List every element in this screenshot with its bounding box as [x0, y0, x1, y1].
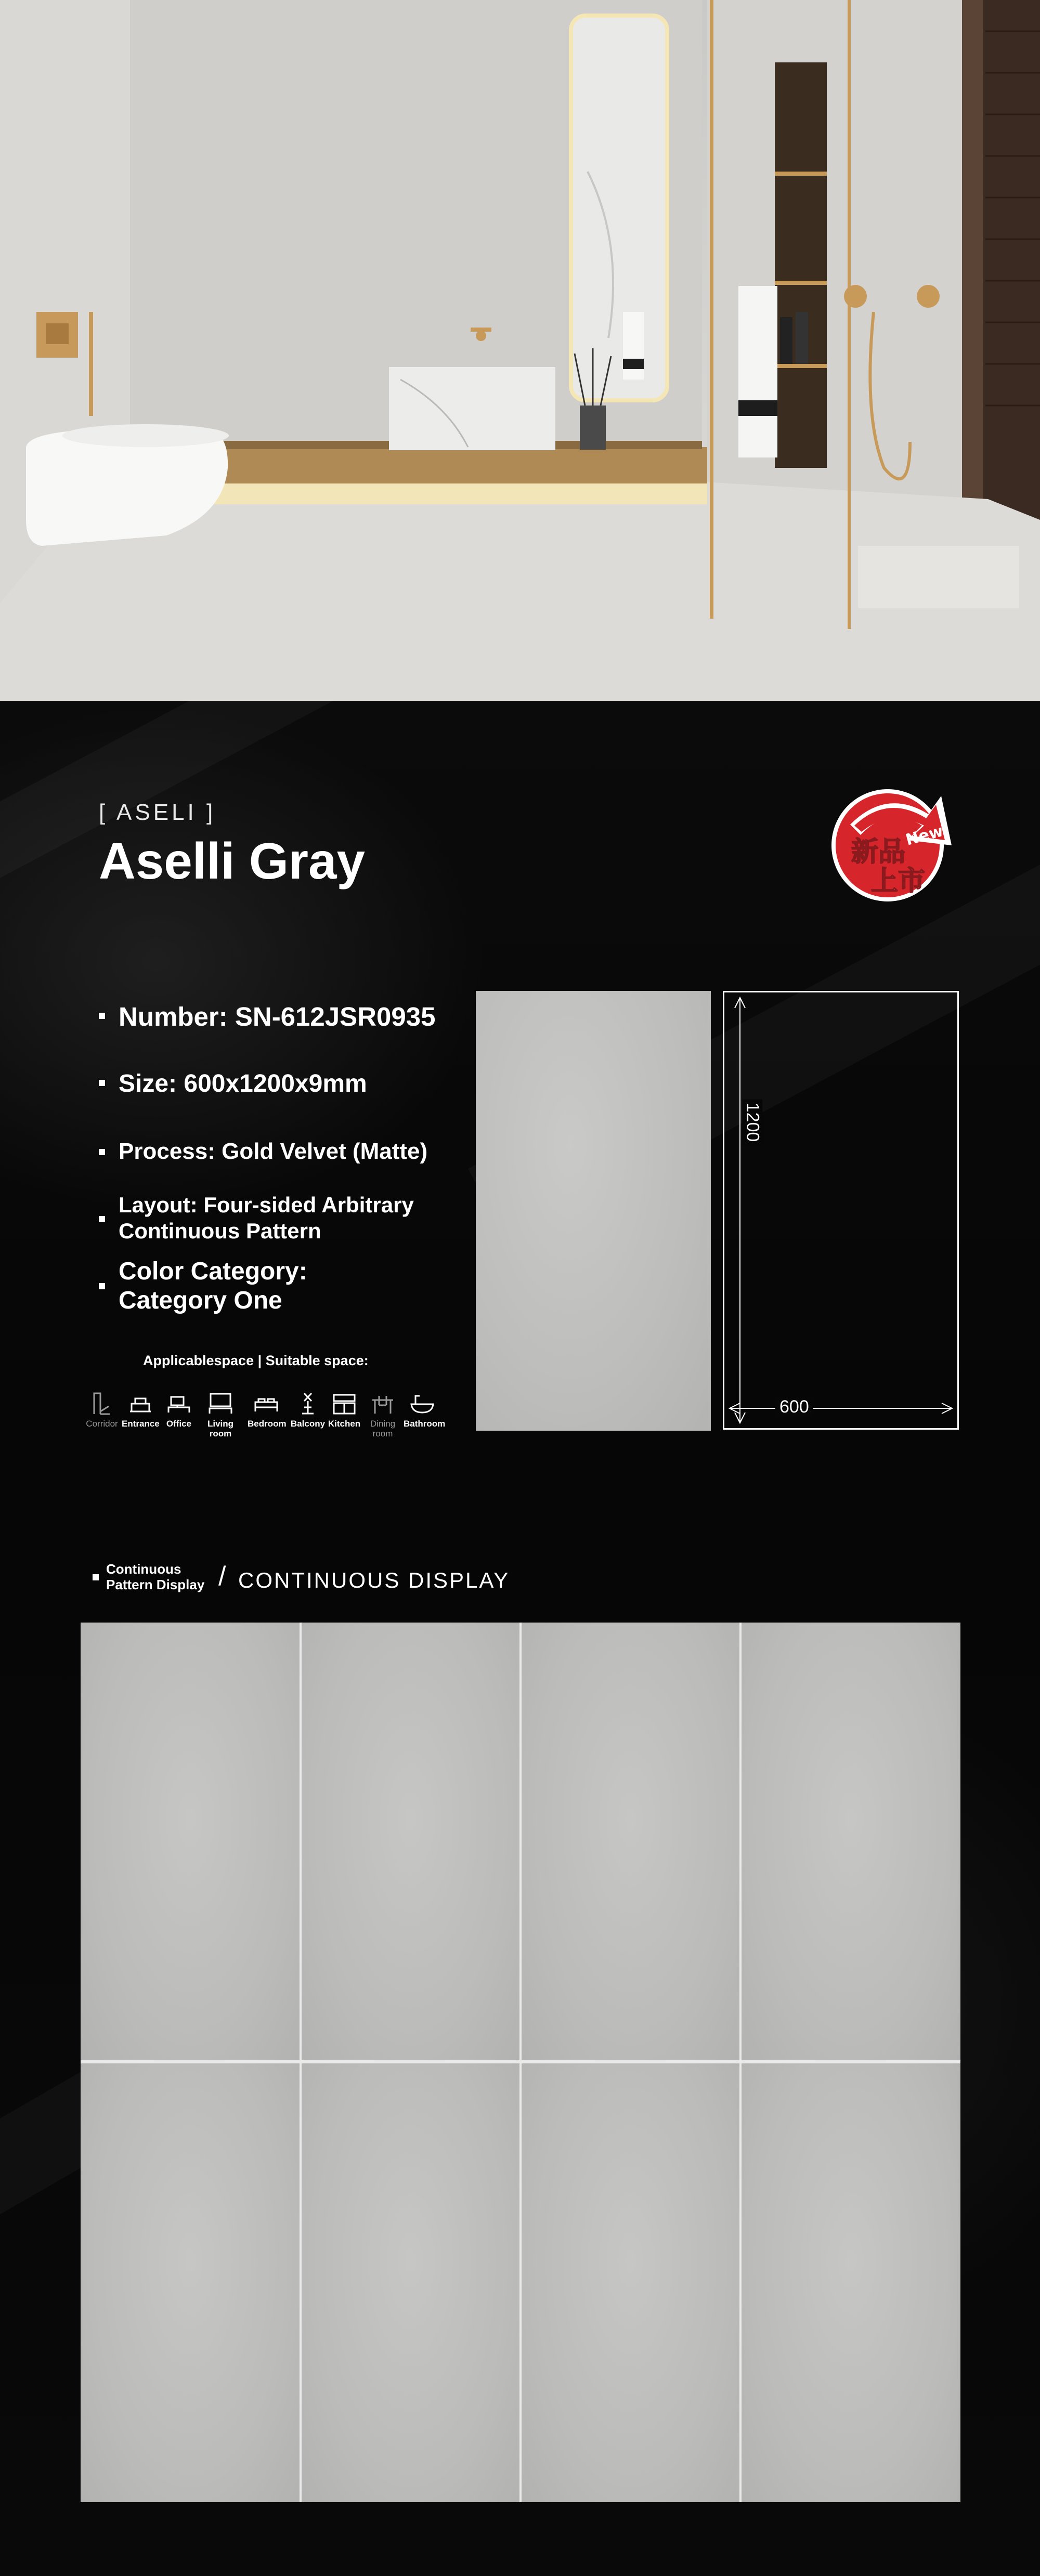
tile-sample-image: [476, 991, 711, 1431]
bullet-icon: [99, 1283, 105, 1289]
space-corridor: [83, 1391, 121, 1429]
hero-bathroom-photo: [0, 0, 1040, 701]
space-label: Living room: [207, 1419, 234, 1439]
continuous-heading: CONTINUOUS DISPLAY: [238, 1568, 510, 1592]
svg-text:上市: 上市: [871, 866, 926, 897]
bathroom-icon: [409, 1391, 435, 1417]
office-icon: [166, 1391, 192, 1417]
bullet-icon: [99, 1080, 105, 1086]
heading-separator: /: [218, 1561, 226, 1591]
new-arrival-badge: [829, 767, 965, 903]
spec-color-line1: Color Category:: [119, 1258, 307, 1285]
brand-tag: [ ASELI ]: [99, 800, 216, 825]
bedroom-icon: [253, 1391, 279, 1417]
product-title: Aselli Gray: [99, 832, 366, 890]
bullet-icon: [93, 1574, 99, 1580]
grid-tile: [302, 1623, 519, 2060]
dimension-height-label: 1200: [742, 1100, 762, 1145]
space-label: Office: [166, 1419, 192, 1429]
dimension-diagram: [723, 991, 959, 1430]
entrance-icon: [127, 1391, 153, 1417]
space-dining-room: [364, 1391, 401, 1439]
space-label: Corridor: [86, 1419, 118, 1429]
space-label: Entrance: [122, 1419, 160, 1429]
bullet-icon: [99, 1013, 105, 1019]
dining-room-icon: [370, 1391, 396, 1417]
grid-tile: [522, 1623, 739, 2060]
continuous-line2: Pattern Display: [106, 1577, 205, 1592]
space-bedroom: [248, 1391, 285, 1429]
continuous-heading-small: [106, 1561, 204, 1592]
product-detail-section: [0, 701, 1040, 2576]
space-bathroom: [404, 1391, 446, 1429]
spec-process-text: Process: Gold Velvet (Matte): [119, 1139, 428, 1164]
bathroom-scene-illustration: [0, 0, 1040, 701]
dimension-width-label: 600: [775, 1397, 813, 1417]
svg-text:New: New: [904, 821, 945, 849]
spec-size-text: Size: 600x1200x9mm: [119, 1070, 367, 1097]
dimension-lines: [724, 992, 957, 1428]
corridor-icon: [89, 1391, 115, 1417]
spec-layout-line2: Continuous Pattern: [119, 1219, 321, 1243]
bullet-icon: [99, 1216, 105, 1222]
spec-color-line2: Category One: [119, 1287, 282, 1314]
bullet-icon: [99, 1149, 105, 1155]
space-living-room: [202, 1391, 239, 1439]
suitable-space-title: Applicablespace | Suitable space:: [143, 1353, 369, 1368]
living-room-icon: [207, 1391, 233, 1417]
grid-tile: [302, 2063, 519, 2502]
grid-tile: [522, 2063, 739, 2502]
spec-number-text: Number: SN-612JSR0935: [119, 1002, 436, 1031]
space-office: [160, 1391, 198, 1429]
svg-text:新品: 新品: [851, 836, 906, 868]
space-label: Dining room: [370, 1419, 396, 1439]
space-entrance: [122, 1391, 159, 1429]
space-balcony: [289, 1391, 327, 1429]
continuous-tile-grid: [81, 1623, 960, 2502]
grid-tile: [742, 2063, 960, 2502]
grid-tile: [742, 1623, 960, 2060]
space-label: Kitchen: [328, 1419, 361, 1429]
balcony-icon: [295, 1391, 321, 1417]
spec-layout-line1: Layout: Four-sided Arbitrary: [119, 1193, 414, 1217]
space-label: Bedroom: [248, 1419, 287, 1429]
space-kitchen: [326, 1391, 363, 1429]
grid-tile: [81, 2063, 300, 2502]
space-label: Balcony: [290, 1419, 326, 1429]
continuous-line1: Continuous: [106, 1561, 181, 1577]
grid-tile: [81, 1623, 300, 2060]
kitchen-icon: [331, 1391, 357, 1417]
space-label: Bathroom: [404, 1419, 446, 1429]
